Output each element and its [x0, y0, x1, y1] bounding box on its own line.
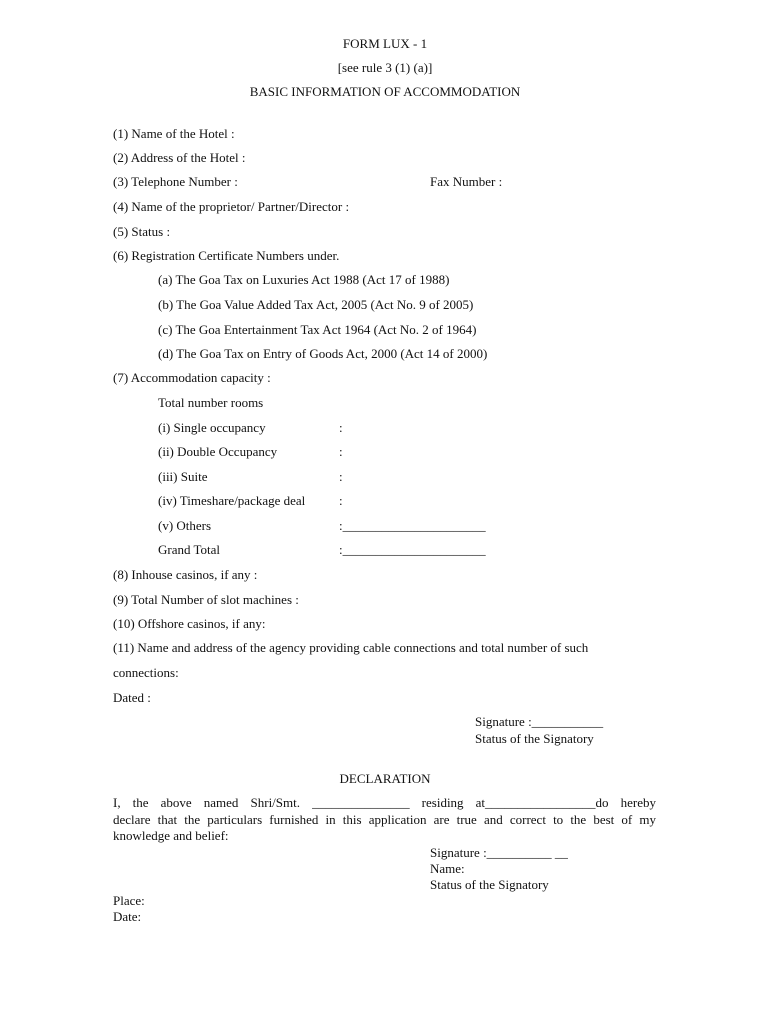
field-registration: (6) Registration Certificate Numbers under. — [113, 248, 340, 263]
field-hotel-name: (1) Name of the Hotel : — [113, 126, 235, 141]
capacity-row-label: (iv) Timeshare/package deal — [158, 493, 306, 508]
rule-reference: [see rule 3 (1) (a)] — [337, 60, 433, 75]
field-fax: Fax Number : — [430, 174, 503, 189]
capacity-row-label: (v) Others — [158, 518, 212, 533]
signature-line: Signature :___________ — [475, 714, 604, 729]
capacity-row-label: Grand Total — [158, 542, 221, 557]
page-heading: BASIC INFORMATION OF ACCOMMODATION — [249, 84, 521, 99]
declaration-signature: Signature :__________ __ — [430, 845, 568, 860]
registration-item: (c) The Goa Entertainment Tax Act 1964 (Act No. 2 of 1964) — [158, 322, 477, 337]
signatory-status: Status of the Signatory — [475, 731, 594, 746]
field-dated: Dated : — [113, 690, 151, 705]
field-hotel-address: (2) Address of the Hotel : — [113, 150, 246, 165]
capacity-row-value: :______________________ — [339, 542, 486, 557]
registration-item: (a) The Goa Tax on Luxuries Act 1988 (Act 17 of 1988) — [158, 272, 450, 287]
capacity-row-label: (i) Single occupancy — [158, 420, 266, 435]
form-title: FORM LUX - 1 — [342, 36, 428, 51]
capacity-row-value: : — [339, 420, 343, 435]
field-cable-agency-cont: connections: — [113, 665, 179, 680]
declaration-line: I, the above named Shri/Smt. _______________ residing at_________________do hereby — [113, 795, 656, 810]
field-status: (5) Status : — [113, 224, 171, 239]
field-telephone: (3) Telephone Number : — [113, 174, 238, 189]
field-proprietor: (4) Name of the proprietor/ Partner/Director : — [113, 199, 350, 214]
field-inhouse-casinos: (8) Inhouse casinos, if any : — [113, 567, 258, 582]
capacity-row-value: : — [339, 469, 343, 484]
capacity-row-label: (iii) Suite — [158, 469, 208, 484]
declaration-date: Date: — [113, 909, 142, 924]
capacity-row-value: : — [339, 493, 343, 508]
capacity-row-value: : — [339, 444, 343, 459]
declaration-line: knowledge and belief: — [113, 828, 229, 843]
field-cable-agency: (11) Name and address of the agency providing cable connections and total number of such — [113, 640, 589, 655]
capacity-row-label: (ii) Double Occupancy — [158, 444, 278, 459]
declaration-place: Place: — [113, 893, 145, 908]
field-slot-machines: (9) Total Number of slot machines : — [113, 592, 299, 607]
declaration-line: declare that the particulars furnished in this application are true and correct to the best of my — [113, 811, 656, 827]
declaration-title: DECLARATION — [339, 771, 431, 786]
registration-item: (d) The Goa Tax on Entry of Goods Act, 2000 (Act 14 of 2000) — [158, 346, 488, 361]
registration-item: (b) The Goa Value Added Tax Act, 2005 (Act No. 9 of 2005) — [158, 297, 474, 312]
total-rooms-label: Total number rooms — [158, 395, 264, 410]
field-accommodation-capacity: (7) Accommodation capacity : — [113, 370, 271, 385]
capacity-row-value: :______________________ — [339, 518, 486, 533]
declaration-text — [113, 795, 656, 845]
declaration-name: Name: — [430, 861, 465, 876]
field-offshore-casinos: (10) Offshore casinos, if any: — [113, 616, 266, 631]
declaration-signatory-status: Status of the Signatory — [430, 877, 549, 892]
